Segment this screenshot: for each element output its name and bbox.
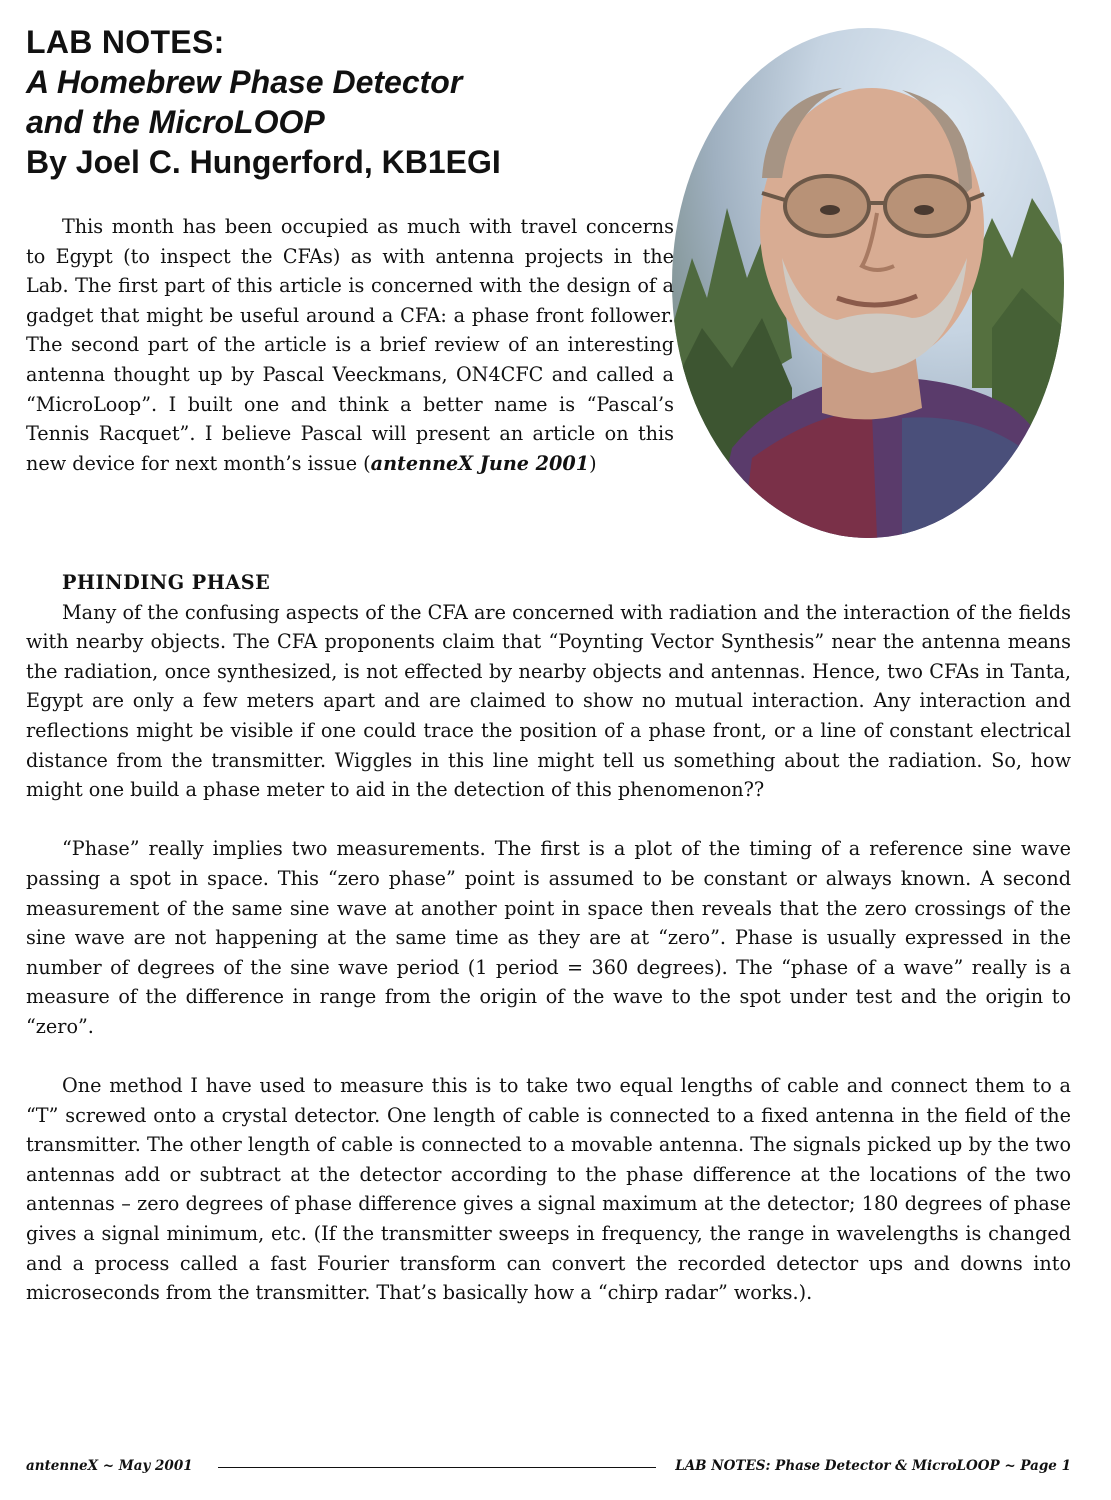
- phinding-phase-section: [26, 568, 1071, 1308]
- body-paragraph-2: “Phase” really implies two measurements. The first is a plot of the timing of a reference sine wave passing a spot in space. This “zero phase” point is assumed to be constant or always known. A second measurement of the same sine wave at another point in space then reveals that the zero crossings of the sine wave are not happening at the same time as they are at “zero”. Phase is usually expressed in the number of degrees of the sine wave period (1 period = 360 degrees). The “phase of a wave” really is a measure of the difference in range from the origin of the wave to the spot under test and the origin to “zero”.: [26, 837, 1071, 1038]
- intro-emphasis: antenneX June 2001: [370, 451, 590, 475]
- byline: By Joel C. Hungerford, KB1EGI: [26, 144, 501, 180]
- title-line-3: and the MicroLOOP: [26, 104, 325, 140]
- section-heading: PHINDING PHASE: [62, 571, 271, 594]
- footer-divider: [218, 1467, 656, 1468]
- author-portrait-photo: [672, 28, 1064, 538]
- body-paragraph-3: One method I have used to measure this is to take two equal lengths of cable and connect them to a “T” screwed onto a crystal detector. One length of cable is connected to a fixed antenna in the field of the transmitter. The other length of cable is connected to a movable antenna. The signals picked up by the two antennas add or subtract at the detector according to the phase difference at the locations of the two antennas – zero degrees of phase difference gives a signal maximum at the detector; 180 degrees of phase gives a signal minimum, etc. (If the transmitter sweeps in frequency, the range in wavelengths is changed and a process called a fast Fourier transform can convert the recorded detector ups and downs into microseconds from the transmitter. That’s basically how a “chirp radar” works.).: [26, 1074, 1071, 1305]
- title-line-2: A Homebrew Phase Detector: [26, 64, 463, 100]
- intro-text: This month has been occupied as much with travel concerns to Egypt (to inspect the CFAs) as with antenna projects in the Lab. The first part of this article is concerned with the design of a gadget that might be useful around a CFA: a phase front follower. The second part of the article is a brief review of an interesting antenna thought up by Pascal Veeckmans, ON4CFC and called a “MicroLoop”. I built one and think a better name is “Pascal’s Tennis Racquet”. I believe Pascal will present an article on this new device for next month’s issue (: [26, 215, 674, 475]
- footer-publication: antenneX ~ May 2001: [26, 1458, 193, 1474]
- author-portrait-icon: [672, 28, 1064, 538]
- article-title: [26, 22, 666, 182]
- intro-paragraph: [26, 212, 674, 478]
- title-line-1: LAB NOTES:: [26, 24, 225, 60]
- page-footer: [26, 1456, 1071, 1478]
- intro-paragraph-block: [26, 212, 674, 478]
- footer-page-label: LAB NOTES: Phase Detector & MicroLOOP ~ Page 1: [675, 1458, 1071, 1474]
- body-paragraph-1: Many of the confusing aspects of the CFA are concerned with radiation and the interaction of the fields with nearby objects. The CFA proponents claim that “Poynting Vector Synthesis” near the antenna means the radiation, once synthesized, is not effected by nearby objects and antennas. Hence, two CFAs in Tanta, Egypt are only a few meters apart and are claimed to show no mutual interaction. Any interaction and reflections might be visible if one could trace the position of a phase front, or a line of constant electrical distance from the transmitter. Wiggles in this line might tell us something about the radiation. So, how might one build a phase meter to aid in the detection of this phenomenon??: [26, 600, 1071, 802]
- intro-close: ): [589, 451, 597, 475]
